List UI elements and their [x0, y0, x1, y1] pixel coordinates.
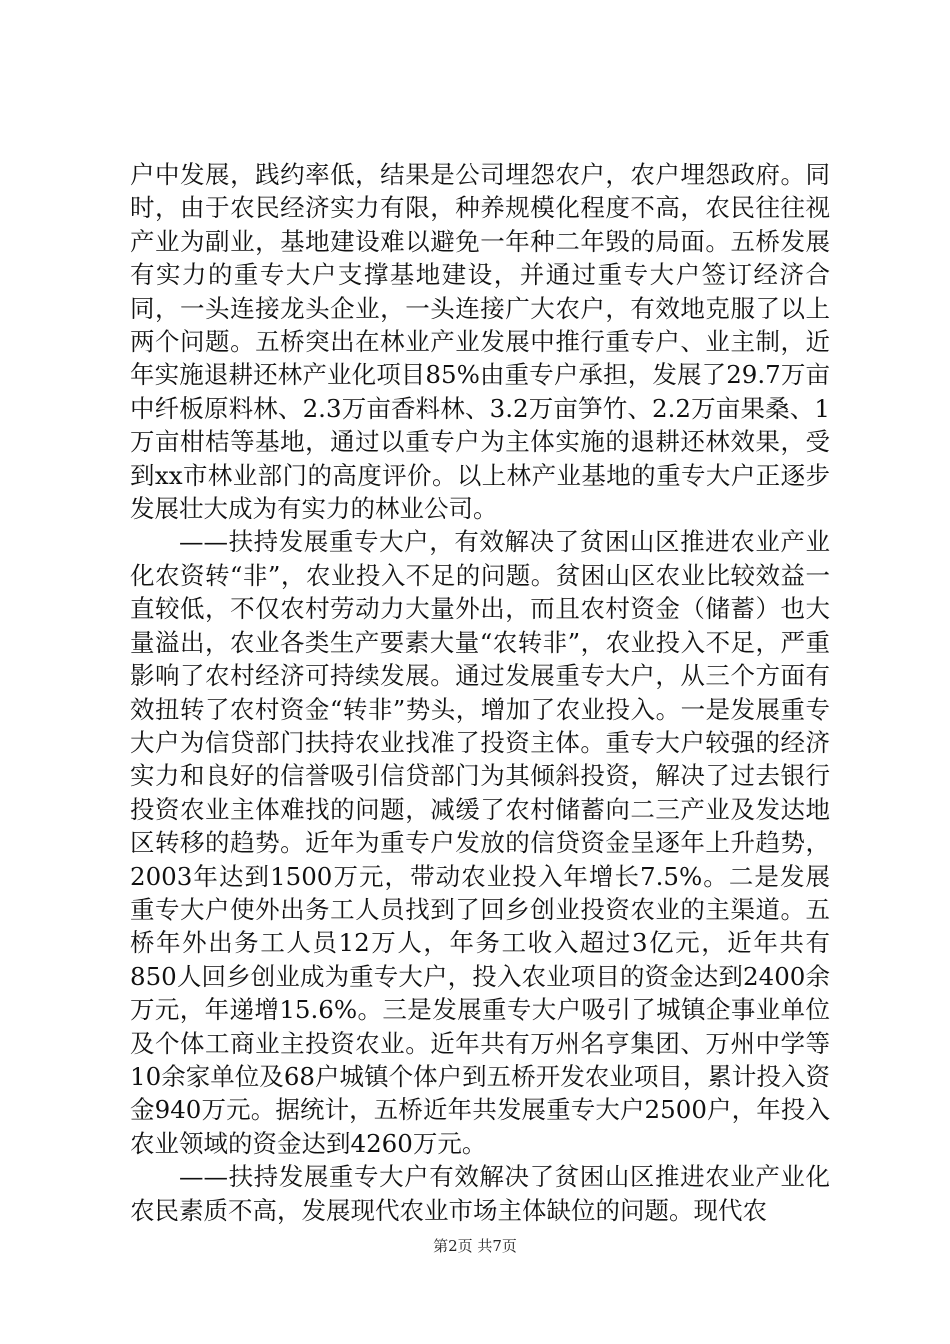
page-footer — [0, 1236, 950, 1256]
paragraph-1: 户中发展，践约率低，结果是公司埋怨农户，农户埋怨政府。同时，由于农民经济实力有限，种养规模化程度不高，农民往往视产业为副业，基地建设难以避免一年种二年毁的局面。五桥发展有实力的重专大户支撑基地建设，并通过重专大户签订经济合同，一头连接龙头企业，一头连接广大农户，有效地克服了以上两个问题。五桥突出在林业产业发展中推行重专户、业主制，近年实施退耕还林产业化项目85%由重专户承担，发展了29.7万亩中纤板原料林、2.3万亩香料林、3.2万亩笋竹、2.2万亩果桑、1万亩柑桔等基地，通过以重专户为主体实施的退耕还林效果，受到xx市林业部门的高度评价。以上林产业基地的重专大户正逐步发展壮大成为有实力的林业公司。 — [130, 160, 830, 524]
page-number: 第2页 共7页 — [433, 1237, 517, 1255]
document-body — [130, 158, 830, 1227]
paragraph-3: ——扶持发展重专大户有效解决了贫困山区推进农业产业化农民素质不高，发展现代农业市场主体缺位的问题。现代农 — [130, 1162, 830, 1225]
paragraph-2: ——扶持发展重专大户，有效解决了贫困山区推进农业产业化农资转“非”，农业投入不足的问题。贫困山区农业比较效益一直较低，不仅农村劳动力大量外出，而且农村资金（储蓄）也大量溢出，农业各类生产要素大量“农转非”，农业投入不足，严重影响了农村经济可持续发展。通过发展重专大户，从三个方面有效扭转了农村资金“转非”势头，增加了农业投入。一是发展重专大户为信贷部门扶持农业找准了投资主体。重专大户较强的经济实力和良好的信誉吸引信贷部门为其倾斜投资，解决了过去银行投资农业主体难找的问题，减缓了农村储蓄向二三产业及发达地区转移的趋势。近年为重专户发放的信贷资金呈逐年上升趋势，2003年达到1500万元，带动农业投入年增长7.5%。二是发展重专大户使外出务工人员找到了回乡创业投资农业的主渠道。五桥年外出务工人员12万人，年务工收入超过3亿元，近年共有850人回乡创业成为重专大户，投入农业项目的资金达到2400余万元，年递增15.6%。三是发展重专大户吸引了城镇企事业单位及个体工商业主投资农业。近年共有万州名亨集团、万州中学等10余家单位及68户城镇个体户到五桥开发农业项目，累计投入资金940万元。据统计，五桥近年共发展重专大户2500户，年投入农业领域的资金达到4260万元。 — [130, 527, 830, 1158]
